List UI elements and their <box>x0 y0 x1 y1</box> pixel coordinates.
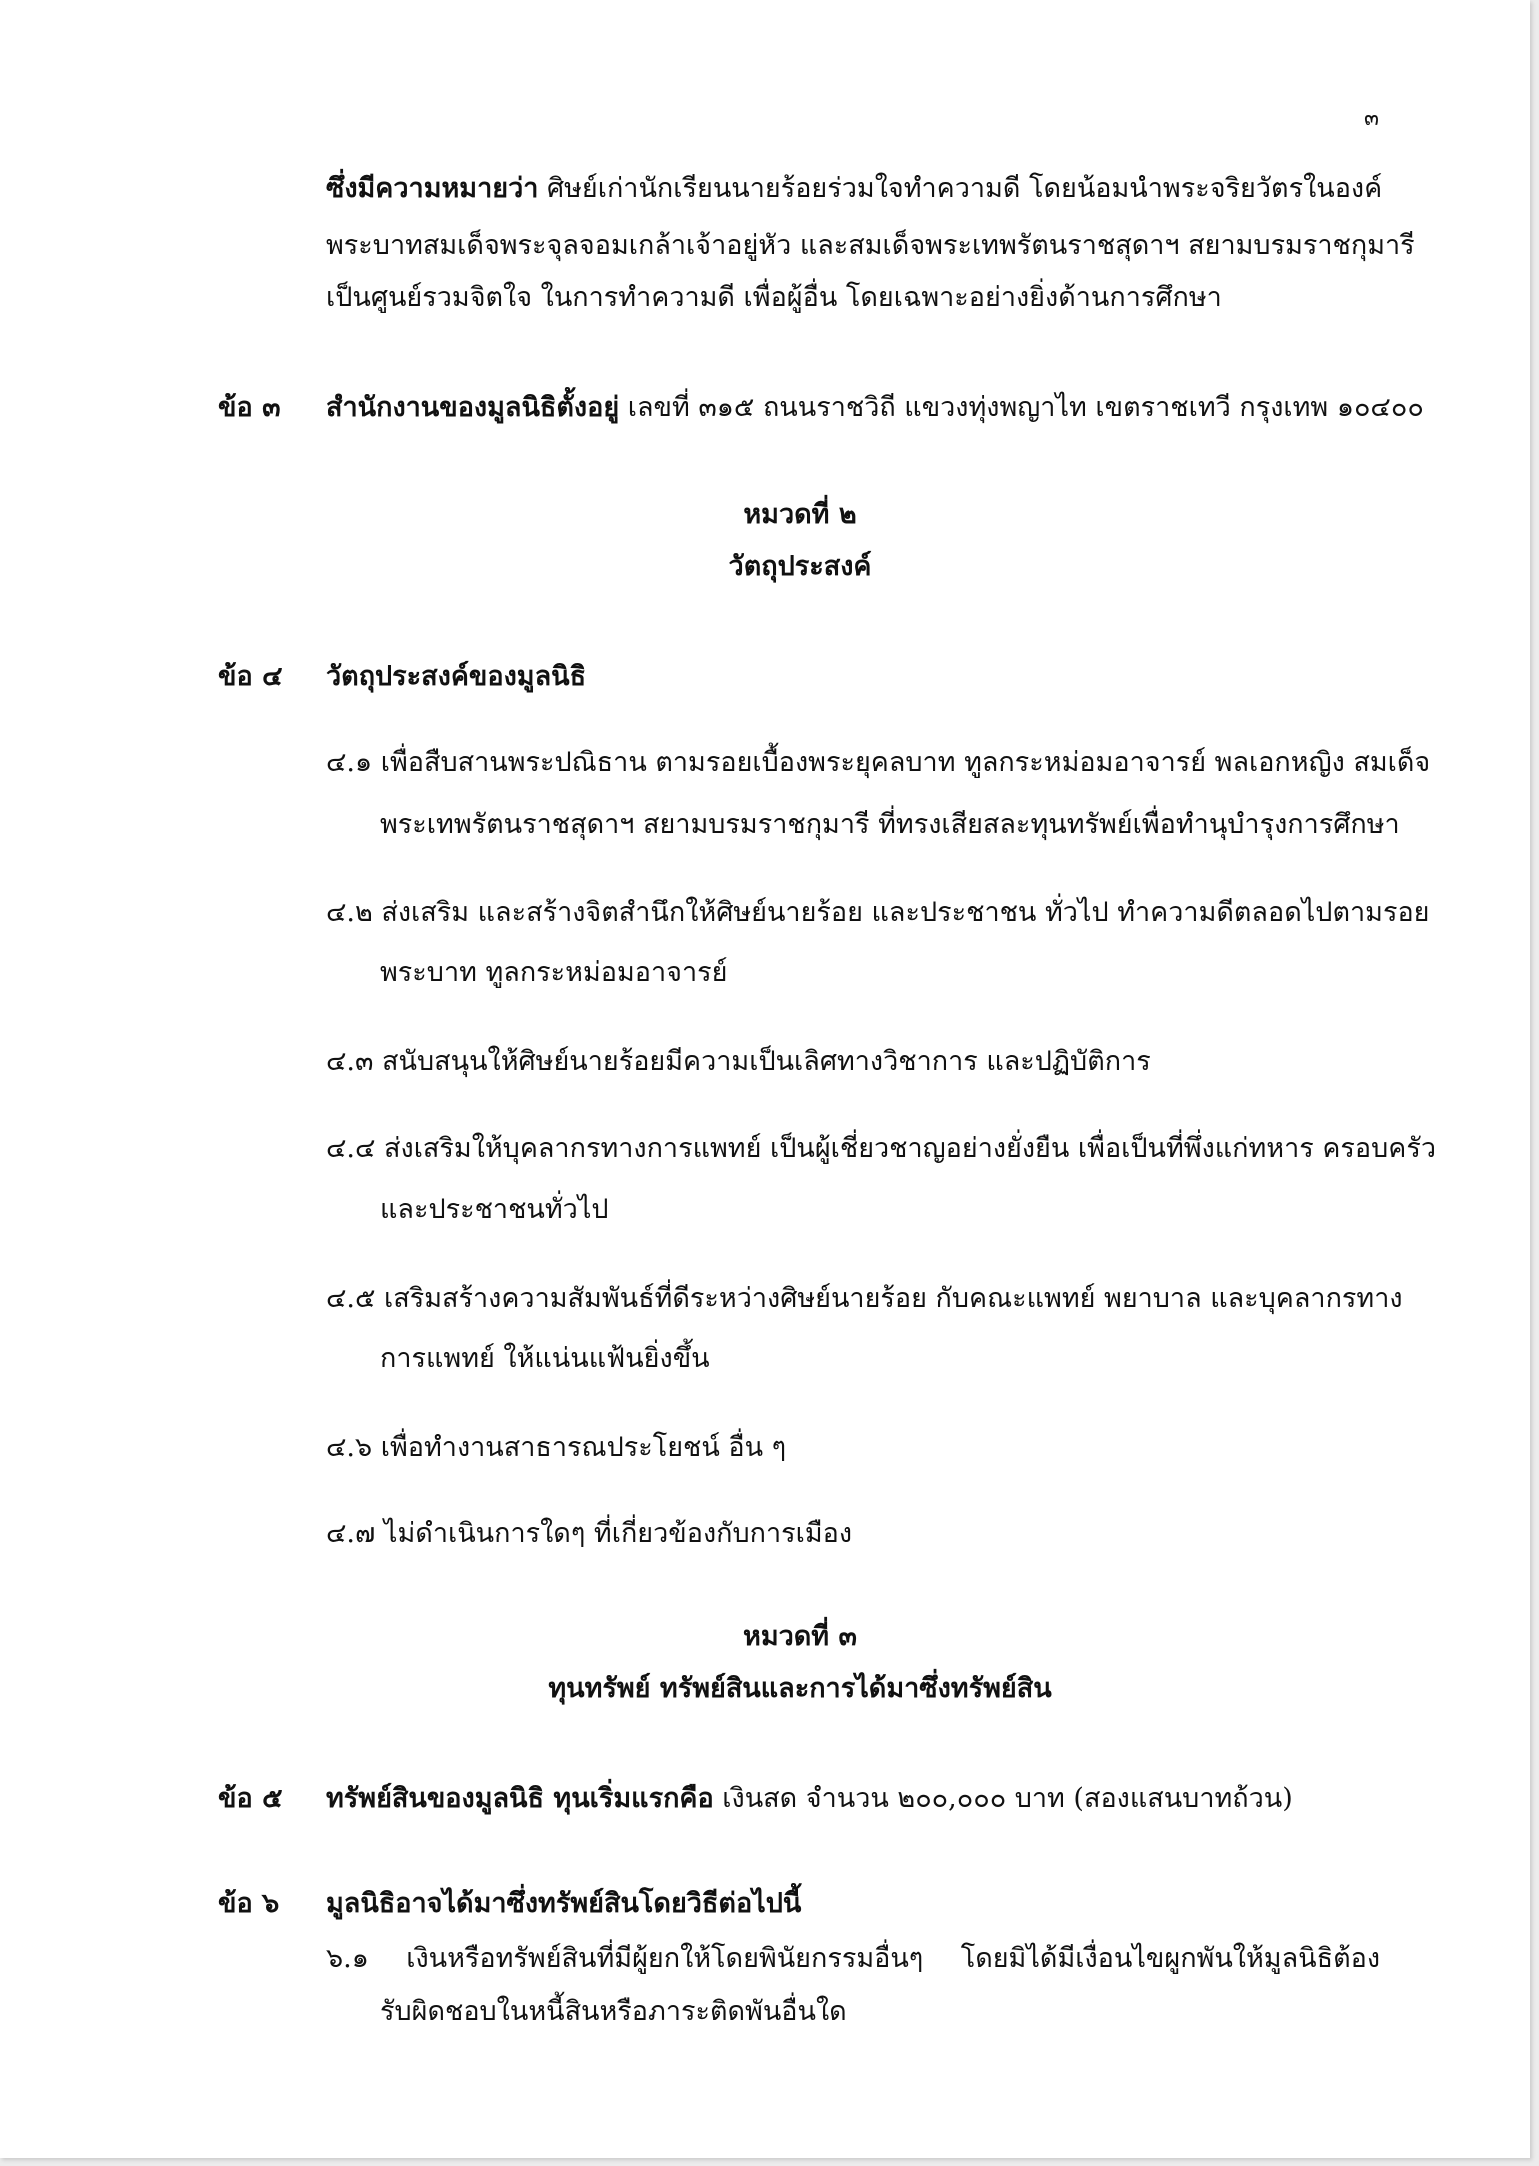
objective-4-1-line-2: พระเทพรัตนราชสุดาฯ สยามบรมราชกุมารี ที่ทรงเสียสละทุนทรัพย์เพื่อทำนุบำรุงการศึกษา <box>380 809 1400 840</box>
article-5-title: ทรัพย์สินของมูลนิธิ ทุนเริ่มแรกคือ <box>326 1783 714 1814</box>
article-3-title: สำนักงานของมูลนิธิตั้งอยู่ <box>326 392 620 423</box>
intro-lead: ซึ่งมีความหมายว่า <box>326 173 539 204</box>
objective-4-5-line-2: การแพทย์ ให้แน่นแฟ้นยิ่งขึ้น <box>380 1343 710 1374</box>
objective-4-7: ๔.๗ ไม่ดำเนินการใดๆ ที่เกี่ยวข้องกับการเมือง <box>326 1518 853 1549</box>
article-5-label: ข้อ ๕ <box>218 1783 283 1814</box>
article-5-text: เงินสด จำนวน ๒๐๐,๐๐๐ บาท (สองแสนบาทถ้วน) <box>713 1783 1293 1814</box>
chapter-3-heading: หมวดที่ ๓ <box>743 1621 857 1652</box>
article-3-label: ข้อ ๓ <box>218 392 281 423</box>
chapter-2-heading: หมวดที่ ๒ <box>743 499 857 530</box>
intro-line-1 <box>326 170 1383 208</box>
chapter-3-subheading: ทุนทรัพย์ ทรัพย์สินและการได้มาซึ่งทรัพย์สิน <box>548 1673 1052 1704</box>
objective-4-4-line-2: และประชาชนทั่วไป <box>380 1194 609 1225</box>
asset-6-1-line-2: รับผิดชอบในหนี้สินหรือภาระติดพันอื่นใด <box>380 1996 847 2027</box>
article-6-title: มูลนิธิอาจได้มาซึ่งทรัพย์สินโดยวิธีต่อไปนี้ <box>326 1888 802 1919</box>
intro-line-2: พระบาทสมเด็จพระจุลจอมเกล้าเจ้าอยู่หัว และสมเด็จพระเทพรัตนราชสุดาฯ สยามบรมราชกุมารี <box>326 230 1415 261</box>
intro-line-1-text: ศิษย์เก่านักเรียนนายร้อยร่วมใจทำความดี โดยน้อมนำพระจริยวัตรในองค์ <box>538 173 1383 204</box>
chapter-2-subheading: วัตถุประสงค์ <box>728 551 872 582</box>
objective-4-4-line-1: ๔.๔ ส่งเสริมให้บุคลากรทางการแพทย์ เป็นผู้เชี่ยวชาญอย่างยั่งยืน เพื่อเป็นที่พึ่งแก่ทหาร ครอบครัว <box>326 1133 1436 1164</box>
objective-4-2-line-2: พระบาท ทูลกระหม่อมอาจารย์ <box>380 957 728 988</box>
article-6-label: ข้อ ๖ <box>218 1888 280 1919</box>
objective-4-6: ๔.๖ เพื่อทำงานสาธารณประโยชน์ อื่น ๆ <box>326 1432 787 1463</box>
article-3-body <box>326 389 1424 427</box>
article-3-text: เลขที่ ๓๑๕ ถนนราชวิถี แขวงทุ่งพญาไท เขตราชเทวี กรุงเทพ ๑๐๔๐๐ <box>619 392 1424 423</box>
page-number: ๓ <box>1364 106 1380 131</box>
asset-6-1-line-1: ๖.๑ เงินหรือทรัพย์สินที่มีผู้ยกให้โดยพินัยกรรมอื่นๆ โดยมิได้มีเงื่อนไขผูกพันให้มูลนิธิต้อง <box>326 1943 1380 1974</box>
article-4-label: ข้อ ๔ <box>218 661 283 692</box>
article-5-body <box>326 1780 1293 1818</box>
objective-4-1-line-1: ๔.๑ เพื่อสืบสานพระปณิธาน ตามรอยเบื้องพระยุคลบาท ทูลกระหม่อมอาจารย์ พลเอกหญิง สมเด็จ <box>326 747 1431 778</box>
objective-4-2-line-1: ๔.๒ ส่งเสริม และสร้างจิตสำนึกให้ศิษย์นายร้อย และประชาชน ทั่วไป ทำความดีตลอดไปตามรอย <box>326 897 1430 928</box>
objective-4-5-line-1: ๔.๕ เสริมสร้างความสัมพันธ์ที่ดีระหว่างศิษย์นายร้อย กับคณะแพทย์ พยาบาล และบุคลากรทาง <box>326 1283 1403 1314</box>
intro-line-3: เป็นศูนย์รวมจิตใจ ในการทำความดี เพื่อผู้อื่น โดยเฉพาะอย่างยิ่งด้านการศึกษา <box>326 282 1222 313</box>
article-4-title: วัตถุประสงค์ของมูลนิธิ <box>326 661 587 692</box>
objective-4-3: ๔.๓ สนับสนุนให้ศิษย์นายร้อยมีความเป็นเลิศทางวิชาการ และปฏิบัติการ <box>326 1046 1151 1077</box>
